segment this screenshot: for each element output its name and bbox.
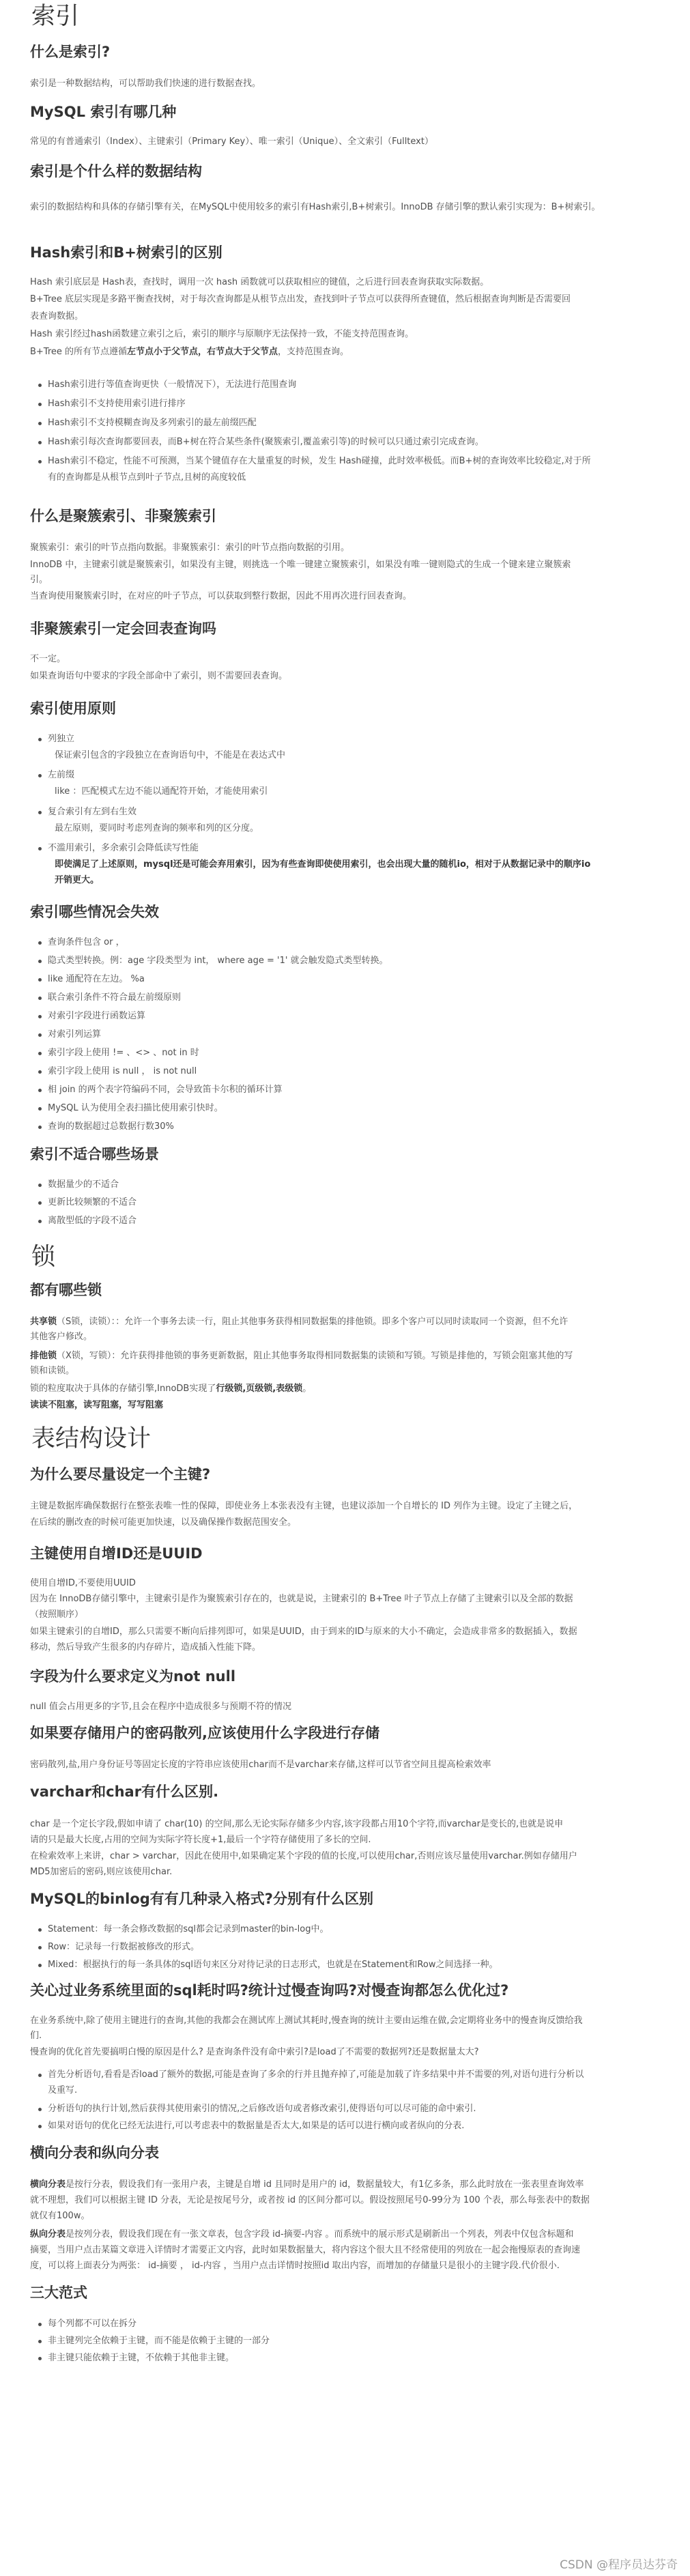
list-item: Hash索引不稳定，性能不可预测，当某个键值存在大量重复的时候，发生 Hash碰撞，此时效率极低。而B+树的查询效率比较稳定,对于所 [48,455,662,468]
paragraph: 摘要，当用户点击某篇文章进入详情时才需要正文内容，此时如果数据量大，将内容这个很大且不经常使用的列放在一起会拖慢原表的查询速 [30,2245,581,2255]
bold-text: 纵向分表 [30,2229,66,2239]
list-item: 数据量少的不适合 [48,1178,662,1192]
text-span: 。 [302,1384,312,1394]
heading-index-structure: 索引是个什么样的数据结构 [30,163,202,180]
heading-binlog-format: MySQL的binlog有有几种录入格式?分别有什么区别 [30,1891,373,1907]
heading-not-null: 字段为什么要求定义为not null [30,1668,236,1685]
paragraph [30,2177,665,2192]
paragraph: （按照顺序） [30,1609,84,1620]
heading-index-kinds: MySQL 索引有哪几种 [30,104,177,120]
bold-text: 排他锁 [30,1351,57,1361]
heading-table-split: 横向分表和纵向分表 [30,2145,159,2161]
paragraph: 们. [30,2031,42,2041]
list-item: 离散型低的字段不适合 [48,1214,662,1228]
section-title-table-design: 表结构设计 [31,1425,152,1452]
paragraph: 慢查询的优化首先要搞明白慢的原因是什么? 是查询条件没有命中索引?是load了不需要的数据列?还是数据量太大? [30,2047,479,2057]
heading-auto-id-or-uuid: 主键使用自增ID还是UUID [30,1545,203,1562]
paragraph: 常见的有普通索引（Index）、主键索引（Primary Key）、唯一索引（Unique）、全文索引（Fulltext） [30,137,433,147]
list-item: 复合索引有左到右生效 [48,805,662,819]
paragraph: 移动，然后导致产生很多的内存碎片，造成插入性能下降。 [30,1642,261,1652]
section-title-index: 索引 [31,3,80,30]
paragraph: 不一定。 [30,654,66,664]
list-item: 每个列都不可以在拆分 [48,2317,662,2331]
heading-clustered-index: 什么是聚簇索引、非聚簇索引 [30,508,216,524]
list-item-detail: 开销更大。 [55,875,100,885]
paragraph: 当查询使用聚簇索引时，在对应的叶子节点，可以获取到整行数据，因此不用再次进行回表查询。 [30,591,412,601]
paragraph [30,292,665,306]
paragraph: 在检索效率上来讲，char > varchar，因此在使用中,如果确定某个字段的值的长度,可以使用char,否则应该尽量使用varchar.例如存储用户 [30,1851,577,1861]
list-item-continuation: 有的查询都是从根节点到叶子节点,且树的高度较低 [48,472,246,483]
paragraph: 在后续的删改查的时候可能更加快速，以及确保操作数据范围安全。 [30,1517,297,1528]
paragraph: 使用自增ID,不要使用UUID [30,1578,136,1588]
list-item: 索引字段上使用 != 、<> 、not in 时 [48,1046,662,1060]
paragraph: Hash 索引底层是 Hash表，查找时，调用一次 hash 函数就可以获取相应的键值，之后进行回表查询获取实际数据。 [30,277,489,287]
list-item: 左前缀 [48,769,662,782]
heading-index-principles: 索引使用原则 [30,700,116,717]
text-span: （X锁，写锁）：允许获得排他锁的事务更新数据，阻止其他事务取得相同数据集的读锁和写锁。写锁是排他的，写锁会阻塞其他的写 [57,1351,573,1361]
heading-password-hash: 如果要存储用户的密码散列,应该使用什么字段进行存储 [30,1725,379,1741]
paragraph: 索引是一种数据结构，可以帮助我们快速的进行数据查找。 [30,78,261,89]
heading-why-primary-key: 为什么要尽量设定一个主键? [30,1466,211,1483]
paragraph: 表查询数据。 [30,311,84,321]
heading-hash-vs-btree: Hash索引和B+树索引的区别 [30,244,222,261]
list-item: 不滥用索引，多余索引会降低读写性能 [48,842,662,855]
heading-varchar-char: varchar和char有什么区别. [30,1784,219,1800]
list-item: Mixed：根据执行的每一条具体的sql语句来区分对待记录的日志形式，也就是在Statement和Row之间选择一种。 [48,1958,662,1972]
paragraph: 索引的数据结构和具体的存储引擎有关，在MySQL中使用较多的索引有Hash索引,B+树索引。InnoDB 存储引擎的默认索引实现为：B+树索引。 [30,202,601,212]
list-item: 分析语句的执行计划,然后获得其使用索引的情况,之后修改语句或者修改索引,使得语句可以尽可能的命中索引. [48,2102,662,2116]
heading-index-not-suitable: 索引不适合哪些场景 [30,1146,159,1162]
list-item: MySQL 认为使用全表扫描比使用索引快时。 [48,1102,662,1115]
paragraph: MD5加密后的密码,则应该使用char. [30,1867,173,1877]
section-title-lock: 锁 [31,1244,56,1271]
list-item: 查询条件包含 or ， [48,936,662,949]
paragraph: null 值会占用更多的字节,且会在程序中造成很多与预期不符的情况 [30,1702,291,1712]
paragraph: 就仅有100w。 [30,2211,90,2221]
list-item: 索引字段上使用 is null ， is not null [48,1065,662,1078]
text-span: B+Tree 的所有节点遵循 [30,347,128,357]
bold-text: 横向分表 [30,2179,66,2190]
paragraph [30,1382,665,1396]
heading-slow-query: 关心过业务系统里面的sql耗时吗?统计过慢查询吗?对慢查询都怎么优化过? [30,1982,509,1999]
paragraph: 请的只是最大长度,占用的空间为实际字符长度+1,最后一个字符存储使用了多长的空间. [30,1835,371,1845]
heading-lock-kinds: 都有哪些锁 [30,1282,102,1298]
heading-return-query: 非聚簇索引一定会回表查询吗 [30,620,216,637]
list-item: Row：记录每一行数据被修改的形式。 [48,1941,662,1954]
text-span: 是按行分表，假设我们有一张用户表，主键是自增 id 且同时是用户的 id，数据量较大，有1亿多条，那么此时放在一张表里查询效率 [66,2179,584,2190]
heading-what-is-index: 什么是索引? [30,44,111,60]
text-span: 是按列分表，假设我们现在有一张文章表，包含字段 id-摘要-内容 。而系统中的展示形式是刷新出一个列表，列表中仅包含标题和 [66,2229,574,2239]
paragraph: Hash 索引经过hash函数建立索引之后，索引的顺序与原顺序无法保持一致，不能支持范围查询。 [30,329,414,339]
text-span: 锁的粒度取决于具体的存储引擎,InnoDB实现了 [30,1384,216,1394]
text-span: B+Tree 底层实现是多路平衡查找树，对于每次查询都是从根节点出发，查找到叶子节点可以获得所查键值，然后根据查询判断是否需要回 [30,294,571,304]
list-item: 对索引列运算 [48,1028,662,1042]
paragraph: 就不理想，我们可以根据主键 ID 分表，无论是按尾号分，或者按 id 的区间分都可以。假设按照尾号0-99分为 100 个表，那么每张表中的数据 [30,2195,590,2205]
paragraph: 主键是数据库确保数据行在整张表唯一性的保障，即使业务上本张表没有主键，也建议添加一个自增长的 ID 列作为主键。设定了主键之后， [30,1501,578,1511]
list-item: 联合索引条件不符合最左前缀原则 [48,991,662,1005]
paragraph: char 是一个定长字段,假如申请了 char(10) 的空间,那么无论实际存储多少内容,该字段都占用10个字符,而varchar是变长的,也就是说申 [30,1819,564,1829]
paragraph: 密码散列,盐,用户身份证号等固定长度的字符串应该使用char而不是varchar来存储,这样可以节省空间且提高检索效率 [30,1760,491,1770]
paragraph: 读读不阻塞，读写阻塞，写写阻塞 [30,1400,164,1410]
paragraph: 锁和读锁。 [30,1366,75,1376]
text-span: （S锁，读锁）：：允许一个事务去读一行，阻止其他事务获得相同数据集的排他锁。即多个客户可以同时读取同一个资源，但不允许 [57,1317,569,1327]
paragraph [30,1349,665,1363]
heading-normal-forms: 三大范式 [30,2285,87,2301]
bold-text: 行级锁,页级锁,表级锁 [216,1384,303,1394]
paragraph [30,2227,665,2242]
list-item: Statement：每一条会修改数据的sql都会记录到master的bin-log中。 [48,1923,662,1936]
list-item: 首先分析语句,看看是否load了额外的数据,可能是查询了多余的行并且抛弃掉了,可能是加载了许多结果中并不需要的列,对语句进行分析以 [48,2068,662,2082]
paragraph: 度，可以将上面表分为两张： id-摘要 ， id-内容 ，当用户点击详情时按照id 取出内容，而增加的存储量只是很小的主键字段.代价很小. [30,2261,560,2271]
list-item: Hash索引进行等值查询更快（一般情况下），无法进行范围查询 [48,378,662,392]
watermark: CSDN @程序员达芬奇 [560,2558,678,2572]
list-item: 非主键列完全依赖于主键，而不能是依赖于主键的一部分 [48,2334,662,2348]
text-span: ，支持范围查询。 [278,347,349,357]
paragraph [30,345,665,359]
list-item-detail: 最左原则，要同时考虑列查询的频率和列的区分度。 [55,823,259,833]
paragraph: 如果查询语句中要求的字段全部命中了索引，则不需要回表查询。 [30,671,288,681]
list-item: Hash索引不支持使用索引进行排序 [48,397,662,411]
paragraph: 引。 [30,575,48,585]
list-item: Hash索引不支持模糊查询及多列索引的最左前缀匹配 [48,416,662,430]
list-item-detail: 保证索引包含的字段独立在查询语句中，不能是在表达式中 [55,750,286,760]
paragraph [30,1315,665,1329]
list-item: 相 join 的两个表字符编码不同，会导致笛卡尔积的循环计算 [48,1083,662,1097]
list-item: 如果对语句的优化已经无法进行,可以考虑表中的数据量是否太大,如果是的话可以进行横向或者纵向的分表. [48,2119,662,2133]
bold-text: 左节点小于父节点，右节点大于父节点 [127,347,278,357]
paragraph: 因为在 InnoDB存储引擎中，主键索引是作为聚簇索引存在的，也就是说，主键索引的 B+Tree 叶子节点上存储了主键索引以及全部的数据 [30,1594,573,1604]
paragraph: 聚簇索引：索引的叶节点指向数据。非聚簇索引：索引的叶节点指向数据的引用。 [30,543,350,553]
list-item-detail: 即使满足了上述原则，mysql还是可能会弃用索引，因为有些查询即使使用索引，也会出现大量的随机io，相对于从数据记录中的顺序io [55,859,591,870]
list-item: 非主键只能依赖于主键，不依赖于其他非主键。 [48,2351,662,2365]
list-item: Hash索引每次查询都要回表，而B+树在符合某些条件(聚簇索引,覆盖索引等)的时候可以只通过索引完成查询。 [48,435,662,449]
list-item: 查询的数据超过总数据行数30% [48,1120,662,1134]
bold-text: 共享锁 [30,1317,57,1327]
paragraph: 在业务系统中,除了使用主键进行的查询,其他的我都会在测试库上测试其耗时,慢查询的统计主要由运维在做,会定期将业务中的慢查询反馈给我 [30,2016,583,2026]
list-item-detail: like ：匹配模式左边不能以通配符开始，才能使用索引 [55,786,268,797]
list-item-continuation: 及重写. [48,2085,78,2095]
paragraph: InnoDB 中，主键索引就是聚簇索引，如果没有主键，则挑选一个唯一键建立聚簇索引，如果没有唯一键则隐式的生成一个键来建立聚簇索 [30,560,571,570]
paragraph: 其他客户修改。 [30,1332,93,1342]
list-item: 更新比较频繁的不适合 [48,1196,662,1210]
list-item: 对索引字段进行函数运算 [48,1010,662,1023]
heading-index-failure: 索引哪些情况会失效 [30,904,159,920]
list-item: 隐式类型转换。例：age 字段类型为 int， where age = '1' 就会触发隐式类型转换。 [48,954,662,968]
list-item: 列独立 [48,732,662,746]
paragraph: 如果主键索引的自增ID，那么只需要不断向后排列即可，如果是UUID，由于到来的ID与原来的大小不确定，会造成非常多的数据插入，数据 [30,1627,577,1637]
list-item: like 通配符在左边。 %a [48,973,662,986]
